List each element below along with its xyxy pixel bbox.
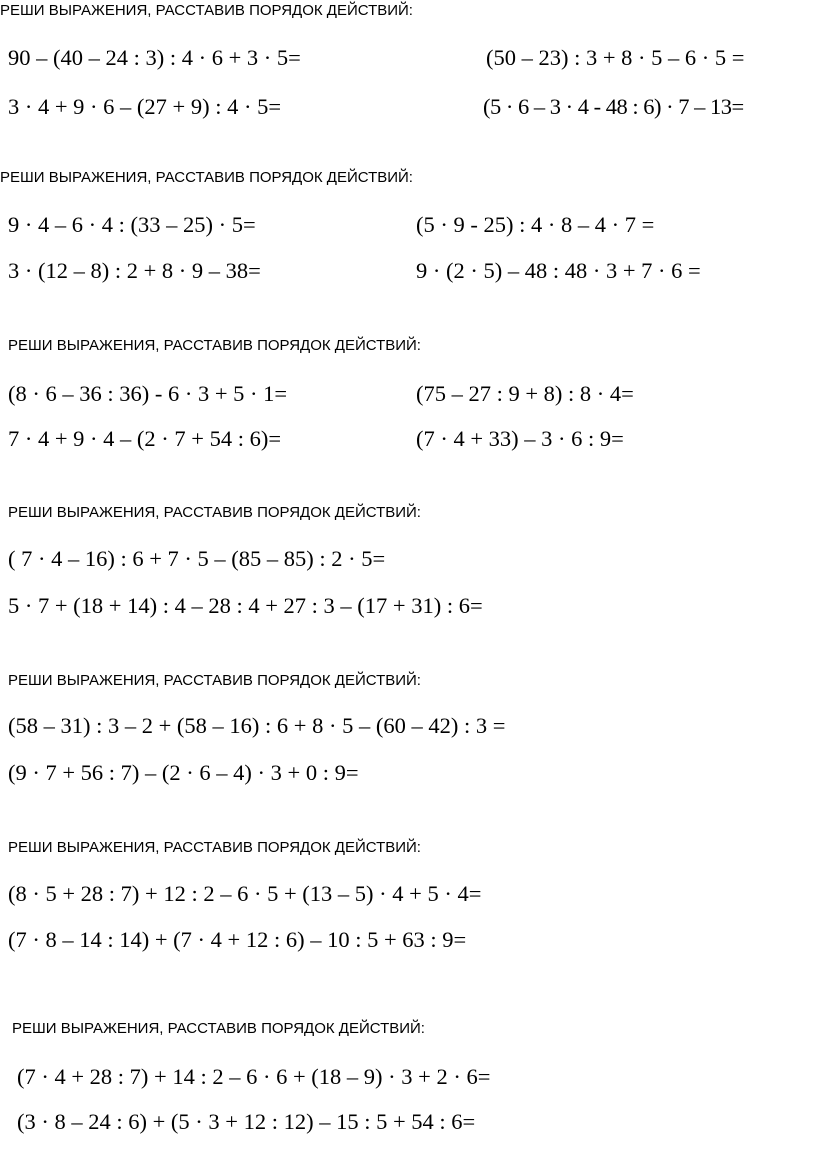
block-3-heading: РЕШИ ВЫРАЖЕНИЯ, РАССТАВИВ ПОРЯДОК ДЕЙСТВИЙ: — [8, 337, 421, 354]
block-2-expression-1: 9 · 4 – 6 · 4 : (33 – 25) · 5= — [8, 212, 256, 237]
block-7-heading: РЕШИ ВЫРАЖЕНИЯ, РАССТАВИВ ПОРЯДОК ДЕЙСТВИЙ: — [12, 1020, 425, 1037]
block-2-heading: РЕШИ ВЫРАЖЕНИЯ, РАССТАВИВ ПОРЯДОК ДЕЙСТВИЙ: — [0, 169, 413, 186]
block-1-expression-1: 90 – (40 – 24 : 3) : 4 · 6 + 3 · 5= — [8, 45, 301, 70]
block-4-heading: РЕШИ ВЫРАЖЕНИЯ, РАССТАВИВ ПОРЯДОК ДЕЙСТВИЙ: — [8, 504, 421, 521]
block-7-expression-1: (7 · 4 + 28 : 7) + 14 : 2 – 6 · 6 + (18 – 9) · 3 + 2 · 6= — [17, 1064, 491, 1089]
block-5-heading: РЕШИ ВЫРАЖЕНИЯ, РАССТАВИВ ПОРЯДОК ДЕЙСТВИЙ: — [8, 672, 421, 689]
block-5-expression-1: (58 – 31) : 3 – 2 + (58 – 16) : 6 + 8 · 5 – (60 – 42) : 3 = — [8, 713, 506, 738]
block-4-expression-2: 5 · 7 + (18 + 14) : 4 – 28 : 4 + 27 : 3 – (17 + 31) : 6= — [8, 593, 483, 618]
block-2-expression-3: 3 · (12 – 8) : 2 + 8 · 9 – 38= — [8, 258, 261, 283]
block-1-expression-3: 3 · 4 + 9 · 6 – (27 + 9) : 4 · 5= — [8, 94, 282, 119]
block-3-expression-1: (8 · 6 – 36 : 36) - 6 · 3 + 5 · 1= — [8, 381, 288, 406]
block-7-expression-2: (3 · 8 – 24 : 6) + (5 · 3 + 12 : 12) – 15 : 5 + 54 : 6= — [17, 1109, 476, 1134]
block-4-expression-1: ( 7 · 4 – 16) : 6 + 7 · 5 – (85 – 85) : 2 · 5= — [8, 546, 386, 571]
block-1-expression-4: (5 · 6 – 3 · 4 - 48 : 6) · 7 – 13= — [483, 94, 744, 119]
block-3-expression-2: (75 – 27 : 9 + 8) : 8 · 4= — [416, 381, 634, 406]
block-5-expression-2: (9 · 7 + 56 : 7) – (2 · 6 – 4) · 3 + 0 : 9= — [8, 760, 359, 785]
block-6-heading: РЕШИ ВЫРАЖЕНИЯ, РАССТАВИВ ПОРЯДОК ДЕЙСТВИЙ: — [8, 839, 421, 856]
block-1-heading: РЕШИ ВЫРАЖЕНИЯ, РАССТАВИВ ПОРЯДОК ДЕЙСТВИЙ: — [0, 2, 413, 19]
block-1-expression-2: (50 – 23) : 3 + 8 · 5 – 6 · 5 = — [486, 45, 745, 70]
block-6-expression-1: (8 · 5 + 28 : 7) + 12 : 2 – 6 · 5 + (13 – 5) · 4 + 5 · 4= — [8, 881, 482, 906]
block-3-expression-3: 7 · 4 + 9 · 4 – (2 · 7 + 54 : 6)= — [8, 426, 282, 451]
block-3-expression-4: (7 · 4 + 33) – 3 · 6 : 9= — [416, 426, 624, 451]
block-6-expression-2: (7 · 8 – 14 : 14) + (7 · 4 + 12 : 6) – 10 : 5 + 63 : 9= — [8, 927, 467, 952]
block-2-expression-2: (5 · 9 - 25) : 4 · 8 – 4 · 7 = — [416, 212, 655, 237]
block-2-expression-4: 9 · (2 · 5) – 48 : 48 · 3 + 7 · 6 = — [416, 258, 701, 283]
